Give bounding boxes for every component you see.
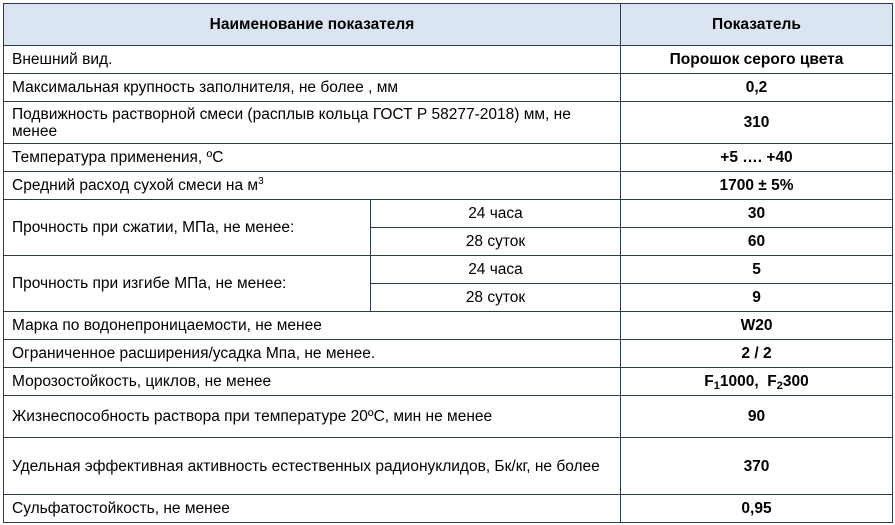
table-header-row — [4, 4, 893, 46]
row-compression-sub-24h: 24 часа — [371, 200, 621, 228]
table-row — [4, 144, 893, 172]
row-mobility-name: Подвижность растворной смеси (расплыв кольца ГОСТ Р 58277-2018) мм, не менее — [4, 102, 621, 144]
row-expansion-name: Ограниченное расширения/усадка Мпа, не менее. — [4, 340, 621, 368]
cubic-superscript: 3 — [258, 176, 264, 187]
row-consumption-name — [4, 172, 621, 200]
row-waterproof-name: Марка по водонепроницаемости, не менее — [4, 312, 621, 340]
frost-value-1-number: 1000 — [719, 373, 755, 390]
row-max-size-name: Максимальная крупность заполнителя, не более , мм — [4, 74, 621, 102]
row-consumption-value: 1700 ± 5% — [621, 172, 893, 200]
row-bending-name: Прочность при изгибе МПа, не менее: — [4, 256, 371, 312]
table-row — [4, 438, 893, 495]
row-temperature-value: +5 …. +40 — [621, 144, 893, 172]
row-compression-value-28d: 60 — [621, 228, 893, 256]
table-row — [4, 102, 893, 144]
row-appearance-value: Порошок серого цвета — [621, 46, 893, 74]
row-bending-value-24h: 5 — [621, 256, 893, 284]
table-row — [4, 340, 893, 368]
row-frost-name: Морозостойкость, циклов, не менее — [4, 368, 621, 396]
specification-table — [3, 3, 893, 523]
header-name: Наименование показателя — [4, 4, 621, 46]
table-row — [4, 312, 893, 340]
frost-value-2-index: 2 — [776, 380, 783, 392]
row-pot-life-value: 90 — [621, 396, 893, 438]
row-sulfate-name: Сульфатостойкость, не менее — [4, 495, 621, 523]
row-max-size-value: 0,2 — [621, 74, 893, 102]
table-row — [4, 172, 893, 200]
row-compression-name: Прочность при сжатии, МПа, не менее: — [4, 200, 371, 256]
table-row — [4, 368, 893, 396]
row-compression-value-24h: 30 — [621, 200, 893, 228]
frost-value-1 — [704, 373, 754, 390]
row-appearance-name: Внешний вид. — [4, 46, 621, 74]
row-bending-sub-24h: 24 часа — [371, 256, 621, 284]
frost-value-2-number: 300 — [782, 373, 809, 390]
header-value: Показатель — [621, 4, 893, 46]
row-sulfate-value: 0,95 — [621, 495, 893, 523]
frost-value-1-prefix: F — [704, 373, 714, 390]
row-pot-life-name: Жизнеспособность раствора при температуре 20ºС, мин не менее — [4, 396, 621, 438]
table-row — [4, 74, 893, 102]
row-temperature-name: Температура применения, ºС — [4, 144, 621, 172]
row-expansion-value: 2 / 2 — [621, 340, 893, 368]
frost-value-2 — [767, 373, 808, 390]
row-bending-value-28d: 9 — [621, 284, 893, 312]
table-row — [4, 46, 893, 74]
table-row — [4, 396, 893, 438]
table-row — [4, 200, 893, 228]
row-radio-name: Удельная эффективная активность естественных радионуклидов, Бк/кг, не более — [4, 438, 621, 495]
frost-value-1-index: 1 — [713, 380, 720, 392]
table-row — [4, 495, 893, 523]
row-frost-value: $F_11000$, $F_2300$ — [621, 368, 893, 396]
row-waterproof-value: W20 — [621, 312, 893, 340]
row-radio-value: 370 — [621, 438, 893, 495]
row-bending-sub-28d: 28 суток — [371, 284, 621, 312]
frost-value-2-prefix: F — [767, 373, 777, 390]
row-consumption-name-text: Средний расход сухой смеси на м — [12, 177, 259, 194]
row-compression-sub-28d: 28 суток — [371, 228, 621, 256]
row-mobility-value: 310 — [621, 102, 893, 144]
table-row — [4, 256, 893, 284]
